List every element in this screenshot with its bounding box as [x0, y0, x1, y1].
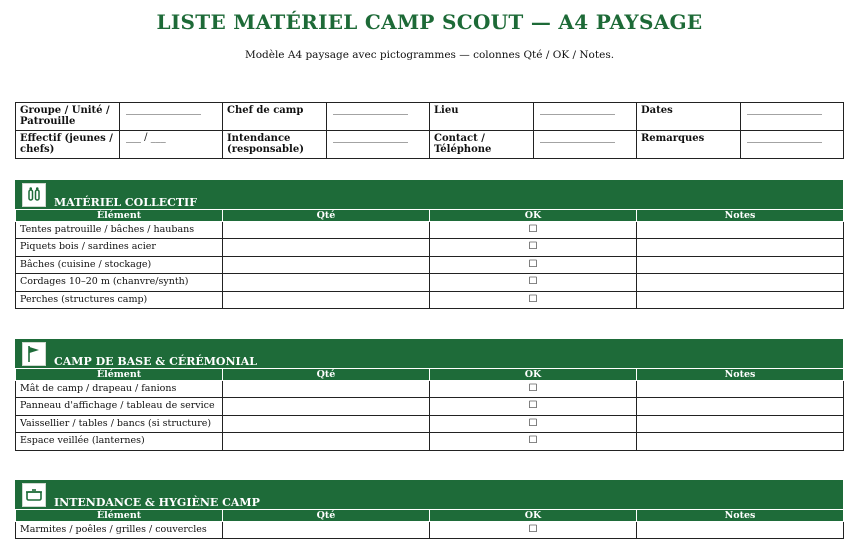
info-label-group: Groupe / Unité / Patrouille [16, 103, 120, 131]
col-header-notes: Notes [637, 510, 844, 522]
col-header-notes: Notes [637, 210, 844, 222]
section-title: INTENDANCE & HYGIÈNE CAMP [54, 496, 260, 509]
col-header-ok: OK [430, 210, 637, 222]
flag-icon [22, 342, 46, 366]
item-label: Bâches (cuisine / stockage) [16, 256, 223, 273]
info-field-headcount[interactable]: ___ / ___ [120, 131, 223, 159]
table-row [16, 256, 844, 273]
notes-cell[interactable] [637, 381, 844, 398]
info-row [16, 103, 844, 131]
section-header [15, 180, 843, 209]
table-row [16, 239, 844, 256]
info-table [15, 102, 844, 159]
notes-cell[interactable] [637, 433, 844, 450]
qty-cell[interactable] [223, 274, 430, 291]
item-label: Panneau d'affichage / tableau de service [16, 398, 223, 415]
ok-checkbox[interactable]: ☐ [430, 239, 637, 256]
section-title: MATÉRIEL COLLECTIF [54, 196, 197, 209]
info-label-place: Lieu [430, 103, 534, 131]
table-row [16, 381, 844, 398]
item-label: Espace veillée (lanternes) [16, 433, 223, 450]
info-field-place[interactable]: _______________ [534, 103, 637, 131]
ok-checkbox[interactable]: ☐ [430, 433, 637, 450]
qty-cell[interactable] [223, 415, 430, 432]
table-header-row [16, 369, 844, 381]
qty-cell[interactable] [223, 398, 430, 415]
table-header-row [16, 510, 844, 522]
ok-checkbox[interactable]: ☐ [430, 222, 637, 239]
info-label-remarks: Remarques [637, 131, 741, 159]
items-table [15, 209, 844, 309]
ok-checkbox[interactable]: ☐ [430, 415, 637, 432]
cooking-pot-icon [22, 483, 46, 507]
ok-checkbox[interactable]: ☐ [430, 291, 637, 308]
ok-checkbox[interactable]: ☐ [430, 398, 637, 415]
item-label: Cordages 10–20 m (chanvre/synth) [16, 274, 223, 291]
notes-cell[interactable] [637, 398, 844, 415]
ok-checkbox[interactable]: ☐ [430, 274, 637, 291]
ok-checkbox[interactable]: ☐ [430, 381, 637, 398]
col-header-element: Élément [16, 510, 223, 522]
info-field-catering[interactable]: _______________ [327, 131, 430, 159]
section-header [15, 339, 843, 368]
info-label-chief: Chef de camp [223, 103, 327, 131]
items-table [15, 509, 844, 539]
info-label-dates: Dates [637, 103, 741, 131]
qty-cell[interactable] [223, 239, 430, 256]
notes-cell[interactable] [637, 522, 844, 539]
item-label: Perches (structures camp) [16, 291, 223, 308]
ok-checkbox[interactable]: ☐ [430, 522, 637, 539]
items-table [15, 368, 844, 451]
section-header [15, 480, 843, 509]
item-label: Vaissellier / tables / bancs (si structure) [16, 415, 223, 432]
info-field-dates[interactable]: _______________ [741, 103, 844, 131]
info-label-catering: Intendance (responsable) [223, 131, 327, 159]
notes-cell[interactable] [637, 415, 844, 432]
table-row [16, 274, 844, 291]
qty-cell[interactable] [223, 291, 430, 308]
section-materiel-collectif [15, 180, 843, 309]
qty-cell[interactable] [223, 433, 430, 450]
section-intendance-hygiene [15, 480, 843, 539]
notes-cell[interactable] [637, 222, 844, 239]
table-row [16, 398, 844, 415]
col-header-ok: OK [430, 510, 637, 522]
table-header-row [16, 210, 844, 222]
notes-cell[interactable] [637, 239, 844, 256]
qty-cell[interactable] [223, 222, 430, 239]
table-row [16, 433, 844, 450]
page-title: LISTE MATÉRIEL CAMP SCOUT — A4 PAYSAGE [156, 10, 703, 34]
table-row [16, 291, 844, 308]
item-label: Tentes patrouille / bâches / haubans [16, 222, 223, 239]
col-header-qty: Qté [223, 510, 430, 522]
info-field-group[interactable]: _______________ [120, 103, 223, 131]
qty-cell[interactable] [223, 381, 430, 398]
table-row [16, 415, 844, 432]
item-label: Mât de camp / drapeau / fanions [16, 381, 223, 398]
info-label-headcount: Effectif (jeunes / chefs) [16, 131, 120, 159]
item-label: Piquets bois / sardines acier [16, 239, 223, 256]
info-label-contact: Contact / Téléphone [430, 131, 534, 159]
info-field-chief[interactable]: _______________ [327, 103, 430, 131]
page-subtitle: Modèle A4 paysage avec pictogrammes — colonnes Qté / OK / Notes. [244, 49, 615, 61]
col-header-element: Élément [16, 210, 223, 222]
notes-cell[interactable] [637, 274, 844, 291]
table-row [16, 222, 844, 239]
col-header-ok: OK [430, 369, 637, 381]
info-row [16, 131, 844, 159]
qty-cell[interactable] [223, 256, 430, 273]
qty-cell[interactable] [223, 522, 430, 539]
col-header-element: Élément [16, 369, 223, 381]
notes-cell[interactable] [637, 256, 844, 273]
section-camp-de-base [15, 339, 843, 451]
col-header-notes: Notes [637, 369, 844, 381]
col-header-qty: Qté [223, 369, 430, 381]
item-label: Marmites / poêles / grilles / couvercles [16, 522, 223, 539]
table-row [16, 522, 844, 539]
info-field-remarks[interactable]: _______________ [741, 131, 844, 159]
ok-checkbox[interactable]: ☐ [430, 256, 637, 273]
tent-pegs-icon [22, 183, 46, 207]
col-header-qty: Qté [223, 210, 430, 222]
section-title: CAMP DE BASE & CÉRÉMONIAL [54, 355, 257, 368]
info-field-contact[interactable]: _______________ [534, 131, 637, 159]
notes-cell[interactable] [637, 291, 844, 308]
